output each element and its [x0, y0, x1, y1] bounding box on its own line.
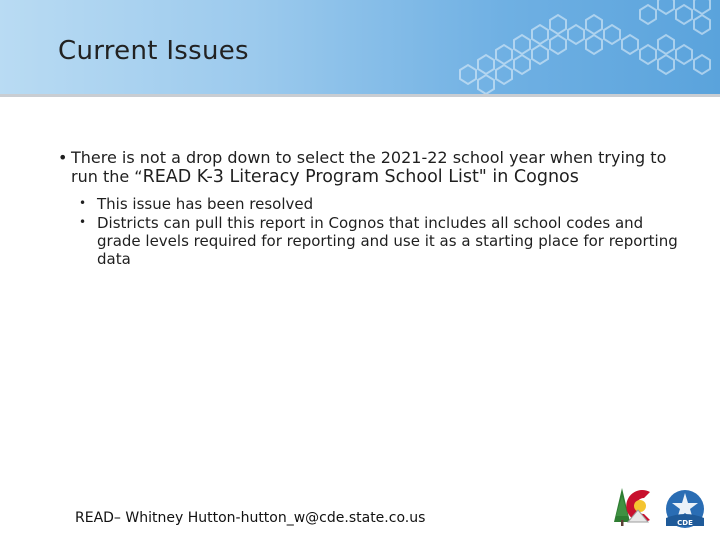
- bullet-marker: •: [58, 148, 68, 167]
- bullet-text-part-b: READ K-3 Literacy Program School List" in Cognos: [142, 167, 579, 187]
- sub-bullet-list: [58, 195, 678, 268]
- sub-bullet-marker: •: [79, 215, 87, 229]
- cde-star-logo-icon: [660, 484, 710, 530]
- sub-bullet-marker: •: [79, 196, 87, 210]
- cde-logo-text: CDE: [677, 519, 693, 527]
- bullet-item: [58, 148, 678, 187]
- hexagon-pattern-decoration: [420, 0, 720, 94]
- header-divider: [0, 94, 720, 97]
- slide-title: Current Issues: [58, 36, 249, 66]
- colorado-c-logo-icon: [612, 482, 664, 528]
- slide-body: [58, 148, 678, 269]
- sub-bullet-text: Districts can pull this report in Cognos that includes all school codes and grade levels required for reporting and use it as a starting place for reporting data: [97, 214, 678, 268]
- sub-bullet-item: [79, 195, 678, 213]
- sub-bullet-item: [79, 214, 678, 268]
- sub-bullet-text: This issue has been resolved: [97, 195, 314, 213]
- bullet-text-part-a: There is not a drop down to select the 2021-22 school year when trying to run the “: [71, 148, 667, 186]
- footer-contact: READ– Whitney Hutton-hutton_w@cde.state.co.us: [75, 510, 426, 526]
